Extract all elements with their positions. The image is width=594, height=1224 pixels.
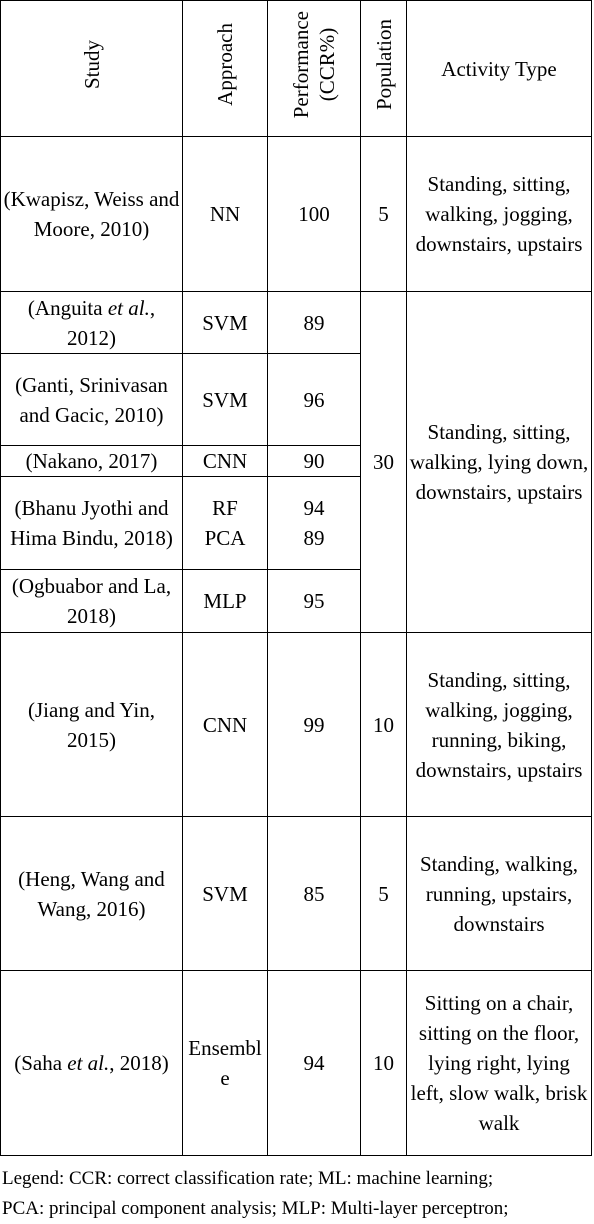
- study-cell: (Nakano, 2017): [1, 446, 183, 477]
- study-cell: (Bhanu Jyothi and Hima Bindu, 2018): [1, 477, 183, 570]
- population-group-cell: 30: [361, 292, 407, 633]
- approach-cell: RF PCA: [183, 477, 268, 570]
- header-study: Study: [1, 1, 183, 137]
- table-row: [1, 137, 592, 292]
- performance-cell: 96: [268, 354, 361, 446]
- study-cell: (Kwapisz, Weiss and Moore, 2010): [1, 137, 183, 292]
- study-cell: (Jiang and Yin, 2015): [1, 633, 183, 817]
- header-performance-line1: Performance: [289, 10, 313, 119]
- table-row: [1, 292, 592, 354]
- population-cell: 10: [361, 971, 407, 1156]
- study-cell: (Heng, Wang and Wang, 2016): [1, 817, 183, 971]
- approach-cell: SVM: [183, 292, 268, 354]
- table-row: [1, 971, 592, 1156]
- population-cell: 5: [361, 137, 407, 292]
- header-performance: [268, 1, 361, 137]
- table-row: [1, 633, 592, 817]
- study-cell: (Saha et al., 2018): [1, 971, 183, 1156]
- activity-cell: Standing, sitting, walking, jogging, running, biking, downstairs, upstairs: [407, 633, 592, 817]
- header-performance-line2: (CCR%): [315, 27, 339, 102]
- approach-cell: Ensembl e: [183, 971, 268, 1156]
- performance-cell: 94: [268, 971, 361, 1156]
- approach-cell: CNN: [183, 446, 268, 477]
- approach-cell: NN: [183, 137, 268, 292]
- activity-cell: Standing, walking, running, upstairs, downstairs: [407, 817, 592, 971]
- performance-cell: 89: [268, 292, 361, 354]
- approach-cell: MLP: [183, 570, 268, 633]
- population-cell: 10: [361, 633, 407, 817]
- activity-group-cell: Standing, sitting, walking, lying down, downstairs, upstairs: [407, 292, 592, 633]
- activity-cell: Standing, sitting, walking, jogging, downstairs, upstairs: [407, 137, 592, 292]
- header-row: [1, 1, 592, 137]
- performance-cell: 95: [268, 570, 361, 633]
- performance-cell: 94 89: [268, 477, 361, 570]
- table-row: [1, 817, 592, 971]
- performance-cell: 90: [268, 446, 361, 477]
- study-cell: (Ganti, Srinivasan and Gacic, 2010): [1, 354, 183, 446]
- performance-cell: 85: [268, 817, 361, 971]
- table-legend: [2, 1164, 509, 1224]
- header-approach: Approach: [183, 1, 268, 137]
- approach-cell: CNN: [183, 633, 268, 817]
- study-cell: (Ogbuabor and La, 2018): [1, 570, 183, 633]
- approach-cell: SVM: [183, 817, 268, 971]
- approach-cell: SVM: [183, 354, 268, 446]
- study-cell: (Anguita et al., 2012): [1, 292, 183, 354]
- legend-line-2: PCA: principal component analysis; MLP: Multi-layer perceptron;: [2, 1198, 509, 1219]
- population-cell: 5: [361, 817, 407, 971]
- activity-cell: Sitting on a chair, sitting on the floor, lying right, lying left, slow walk, brisk walk: [407, 971, 592, 1156]
- header-activity-type: Activity Type: [407, 1, 592, 137]
- performance-cell: 99: [268, 633, 361, 817]
- performance-cell: 100: [268, 137, 361, 292]
- legend-line-1: Legend: CCR: correct classification rate; ML: machine learning;: [2, 1168, 494, 1189]
- header-population: Population: [361, 1, 407, 137]
